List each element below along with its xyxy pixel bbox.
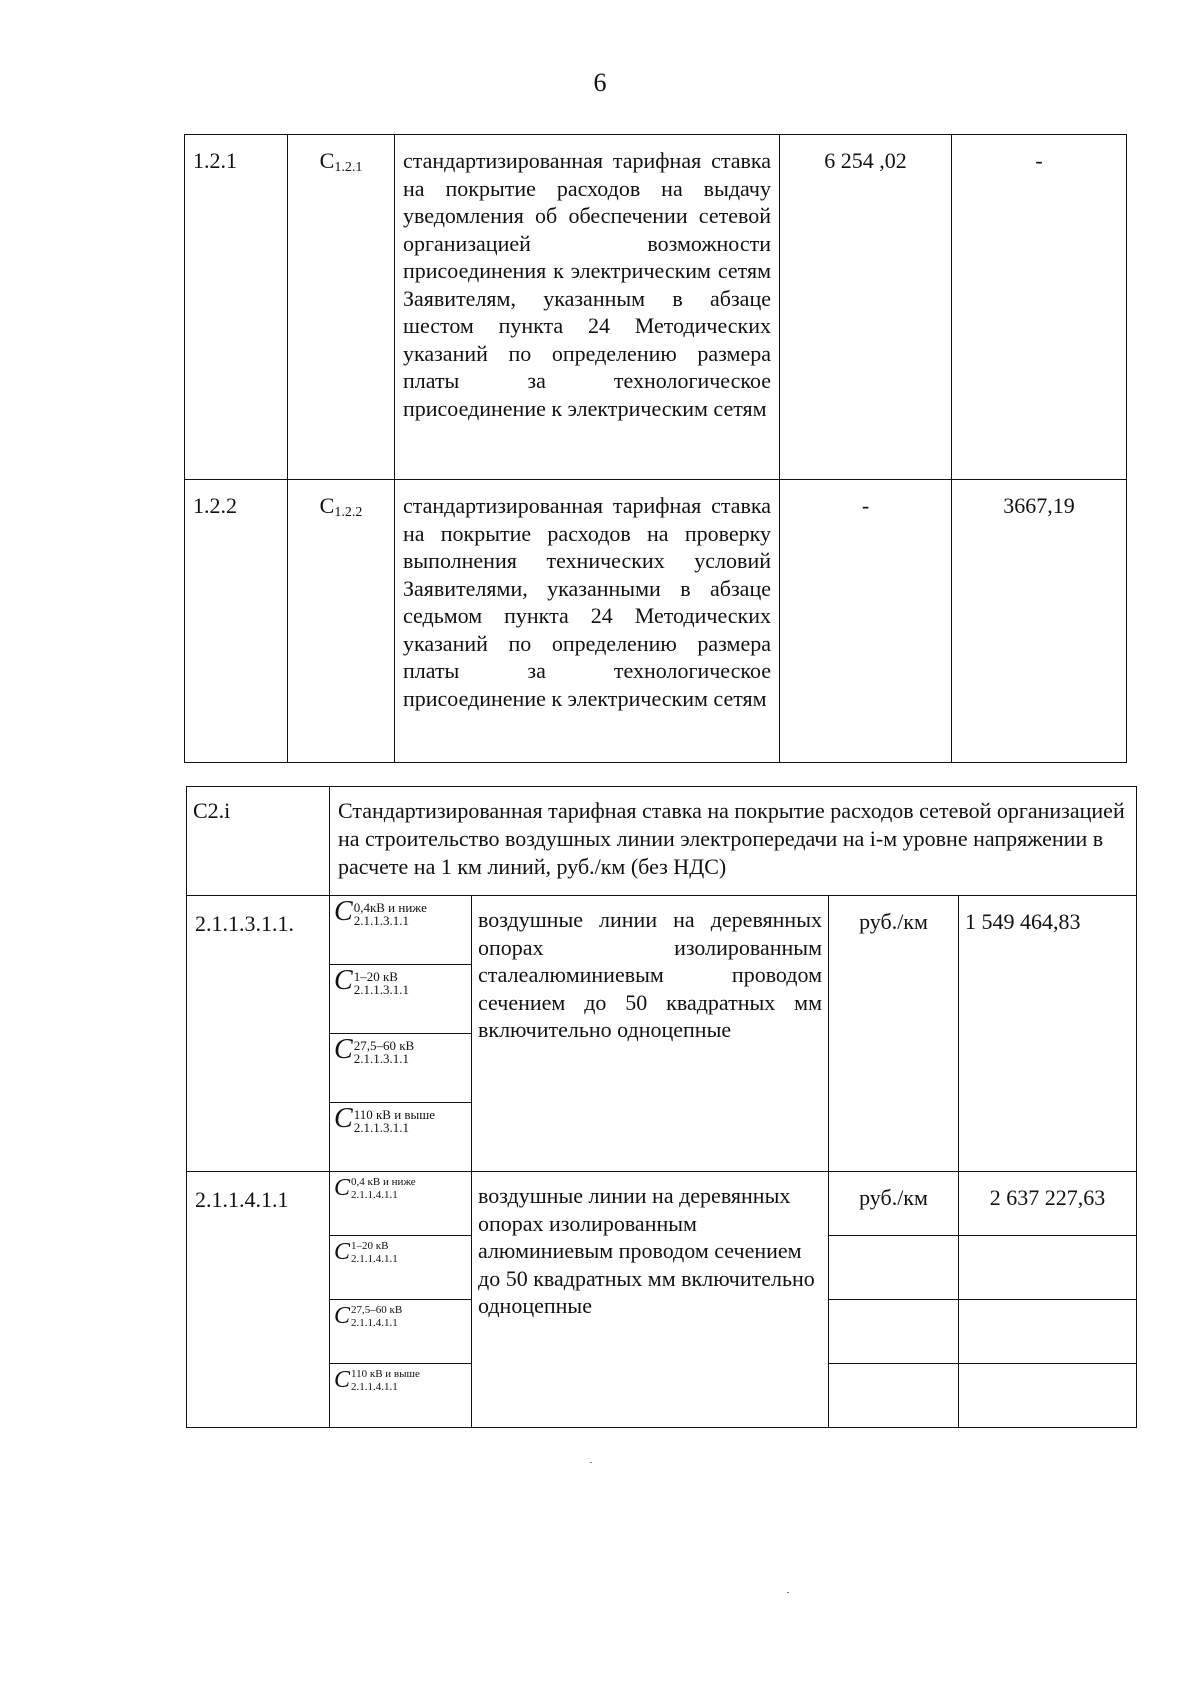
row-number: 1.2.1 <box>185 135 288 480</box>
rate-code: C1.2.2 <box>288 480 395 763</box>
table-row <box>185 135 1127 480</box>
table-row <box>187 1172 1137 1236</box>
empty-cell <box>829 1364 959 1428</box>
empty-cell <box>959 1236 1137 1300</box>
rate-value-1: 6 254 ,02 <box>780 135 952 480</box>
empty-cell <box>829 1300 959 1364</box>
scan-artifact <box>590 1462 592 1463</box>
formula-symbol: C 0,4кВ и ниже 2.1.1.3.1.1 <box>330 896 472 965</box>
tariff-rates-table <box>184 134 1127 763</box>
overhead-lines-table <box>186 786 1137 1428</box>
header-code: C2.i <box>187 787 330 896</box>
formula-symbol: C 0,4 кВ и ниже 2.1.1.4.1.1 <box>330 1172 472 1236</box>
line-description: воздушные линии на деревянных опорах изолированным сталеалюминиевым проводом сечением до 50 квадратных мм включительно одноцепные <box>472 896 829 1172</box>
row-number: 1.2.2 <box>185 480 288 763</box>
header-text: Стандартизированная тарифная ставка на покрытие расходов сетевой организацией на строительство воздушных линии электропередачи на i-м уровне напряжении в расчете на 1 км линий, руб./км (без НДС) <box>330 787 1137 896</box>
empty-cell <box>959 1300 1137 1364</box>
rate-value-1: - <box>780 480 952 763</box>
empty-cell <box>959 1364 1137 1428</box>
table-row <box>187 896 1137 965</box>
page-number: 6 <box>593 68 607 97</box>
rate-code: C1.2.1 <box>288 135 395 480</box>
rate-value: 1 549 464,83 <box>959 896 1137 1172</box>
unit: руб./км <box>829 1172 959 1236</box>
formula-symbol: C 110 кВ и выше 2.1.1.3.1.1 <box>330 1103 472 1172</box>
rate-description: стандартизированная тарифная ставка на покрытие расходов на проверку выполнения технических условий Заявителями, указанными в абзаце седьмом пункта 24 Методических указаний по определению размера платы за технологическое присоединение к электрическим сетям <box>395 480 780 763</box>
formula-symbol: C 27,5–60 кВ 2.1.1.3.1.1 <box>330 1034 472 1103</box>
empty-cell <box>829 1236 959 1300</box>
formula-symbol: C 1–20 кВ 2.1.1.3.1.1 <box>330 965 472 1034</box>
rate-value-2: 3667,19 <box>952 480 1127 763</box>
row-number: 2.1.1.4.1.1 <box>187 1172 330 1428</box>
scan-artifact <box>787 1592 789 1593</box>
table-row <box>185 480 1127 763</box>
rate-value-2: - <box>952 135 1127 480</box>
rate-value: 2 637 227,63 <box>959 1172 1137 1236</box>
formula-symbol: C 27,5–60 кВ 2.1.1.4.1.1 <box>330 1300 472 1364</box>
rate-description: стандартизированная тарифная ставка на покрытие расходов на выдачу уведомления об обеспечении сетевой организацией возможности присоединения к электрическим сетям Заявителям, указанным в абзаце шестом пункта 24 Методических указаний по определению размера платы за технологическое присоединение к электрическим сетям <box>395 135 780 480</box>
formula-symbol: C 110 кВ и выше 2.1.1.4.1.1 <box>330 1364 472 1428</box>
formula-symbol: C 1–20 кВ 2.1.1.4.1.1 <box>330 1236 472 1300</box>
row-number: 2.1.1.3.1.1. <box>187 896 330 1172</box>
line-description: воздушные линии на деревянных опорах изолированным алюминиевым проводом сечением до 50 квадратных мм включительно одноцепные <box>472 1172 829 1428</box>
table-header-row <box>187 787 1137 896</box>
unit: руб./км <box>829 896 959 1172</box>
